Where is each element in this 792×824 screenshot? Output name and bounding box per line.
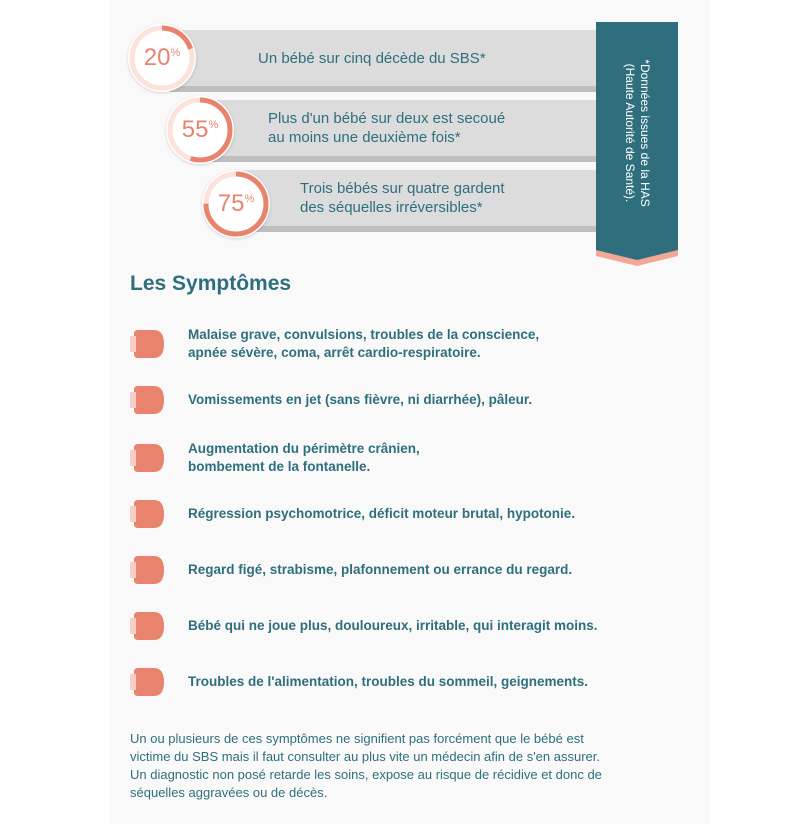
bullet-icon [130, 330, 164, 358]
symptom-1-line-1: Malaise grave, convulsions, troubles de la conscience, [188, 327, 540, 342]
stat-2-line-2: au moins une deuxième fois* [268, 129, 461, 146]
stat-ring-1 [128, 24, 196, 92]
source-note [596, 22, 678, 244]
symptom-3-line-1: Augmentation du périmètre crânien, [188, 441, 420, 456]
stat-ring-2 [166, 96, 234, 164]
symptom-item [130, 548, 710, 592]
symptom-item [130, 378, 710, 422]
symptom-3-line-2: bombement de la fontanelle. [188, 459, 371, 474]
stat-bar-3 [240, 170, 596, 226]
symptom-6-line-1: Bébé qui ne joue plus, douloureux, irritable, qui interagit moins. [188, 618, 598, 633]
footer-line-4: séquelles aggravées ou de décès. [130, 785, 328, 800]
stat-percent-1: 20 % [143, 44, 181, 71]
bullet-icon [130, 668, 164, 696]
symptom-item [130, 436, 710, 480]
bullet-icon [130, 444, 164, 472]
stat-text-3 [300, 179, 505, 217]
bullet-icon [130, 500, 164, 528]
footer-line-1: Un ou plusieurs de ces symptômes ne signifient pas forcément que le bébé est [130, 731, 584, 746]
symptom-1-line-2: apnée sévère, coma, arrêt cardio-respiratoire. [188, 345, 481, 360]
symptom-7-line-1: Troubles de l'alimentation, troubles du sommeil, geignements. [188, 674, 589, 689]
stat-2-line-1: Plus d'un bébé sur deux est secoué [268, 110, 506, 127]
symptom-5-line-1: Regard figé, strabisme, plafonnement ou errance du regard. [188, 562, 573, 577]
stat-text-2 [268, 109, 505, 147]
stat-bar-1 [170, 30, 596, 86]
stat-3-line-1: Trois bébés sur quatre gardent [300, 180, 505, 197]
stat-3-line-2: des séquelles irréversibles* [300, 199, 483, 216]
stat-percent-3: 75 % [217, 190, 255, 217]
bullet-icon [130, 386, 164, 414]
symptom-item [130, 492, 710, 536]
symptom-item [130, 660, 710, 704]
ribbon-tail [596, 244, 678, 266]
symptom-item [130, 604, 710, 648]
symptom-2-line-1: Vomissements en jet (sans fièvre, ni diarrhée), pâleur. [188, 392, 533, 407]
bullet-icon [130, 612, 164, 640]
stat-1-line-1: Un bébé sur cinq décède du SBS* [258, 49, 486, 67]
stat-bar-2 [206, 100, 596, 156]
stat-percent-2: 55 % [181, 116, 219, 143]
symptom-item [130, 322, 710, 366]
footer-note [130, 730, 690, 802]
footer-line-3: Un diagnostic non posé retarde les soins, expose au risque de récidive et donc de [130, 767, 602, 782]
symptoms-heading: Les Symptômes [130, 272, 292, 295]
bullet-icon [130, 556, 164, 584]
stat-text-1 [258, 49, 486, 68]
stat-ring-3 [202, 170, 270, 238]
source-note-line-2: (Haute Autorité de Santé). [623, 63, 637, 203]
footer-line-2: victime du SBS mais il faut consulter au plus vite un médecin afin de s'en assurer. [130, 749, 600, 764]
source-note-line-1: *Données issues de la HAS [638, 59, 652, 207]
symptom-4-line-1: Régression psychomotrice, déficit moteur brutal, hypotonie. [188, 506, 576, 521]
